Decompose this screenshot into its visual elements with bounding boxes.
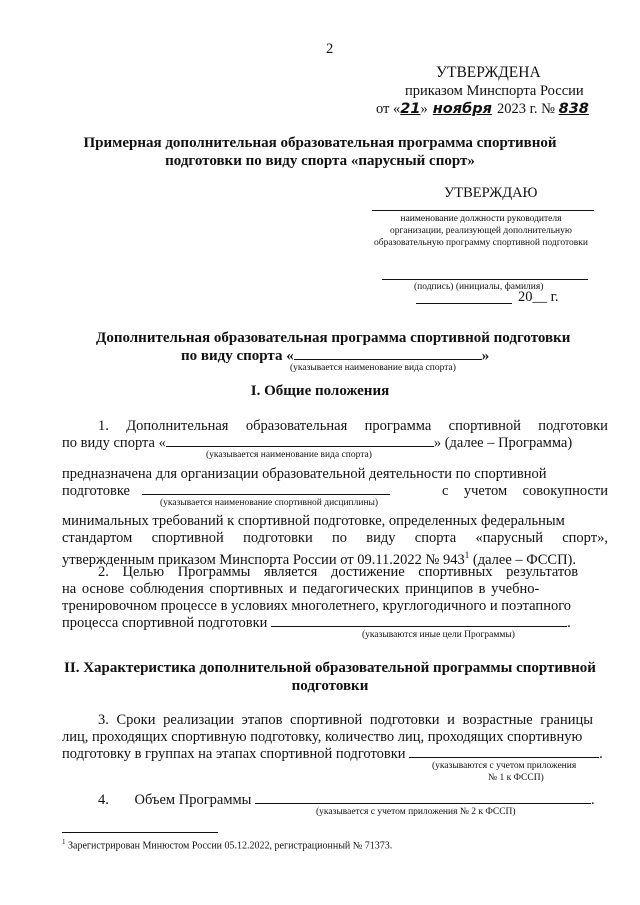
p1-discipline-blank — [142, 494, 390, 495]
p3-limits-blank — [409, 757, 599, 758]
p2-line-4: процесса спортивной подготовки . — [62, 615, 571, 631]
approve-sign-hint: (подпись) (инициалы, фамилия) — [414, 282, 544, 292]
program-title-line-1: Дополнительная образовательная программа спортивной подготовки — [96, 330, 571, 346]
p1-line-7: утвержденным приказом Минспорта России от 09.11.2022 № $943^1$ (далее – ФССП). — [62, 550, 576, 568]
page-number: 2 — [326, 41, 334, 57]
p1-line-2: по виду спорта « » (далее – Программа) — [62, 435, 573, 451]
p1-sport-blank — [166, 446, 434, 447]
p4-volume-blank — [255, 803, 591, 804]
approve-hint-2: организации, реализующей дополнительную — [390, 226, 572, 236]
p4-hint: (указывается с учетом приложения № 2 к ФССП) — [316, 807, 516, 817]
approve-position-line — [372, 210, 594, 211]
p2-line-3: тренировочном процессе в условиях многолетнего, круглогодичного и поэтапного — [62, 598, 572, 614]
footnote-ref: 1 — [464, 550, 470, 560]
p2-goals-hint: (указываются иные цели Программы) — [362, 630, 515, 640]
p1-discipline-hint: (указывается наименование спортивной дисциплины) — [160, 498, 379, 508]
p1-line-5: минимальных требований к спортивной подготовке, определенных федеральным — [62, 513, 565, 529]
p2-line-1: 2. Целью Программы является достижение спортивных результатов — [98, 564, 579, 580]
p3-line-3: подготовку в группах на этапах спортивной подготовки . — [62, 746, 603, 762]
p4-line: 4. Объем Программы . — [98, 792, 595, 808]
p2-goals-blank — [271, 626, 567, 627]
approval-number: 838 — [558, 101, 589, 117]
p3-line-2: лиц, проходящих спортивную подготовку, количество лиц, проходящих спортивную — [62, 729, 583, 745]
section-2-heading-line-2: подготовки — [291, 678, 369, 694]
approve-date-line — [416, 303, 512, 304]
approve-hint-1: наименование должности руководителя — [400, 214, 562, 224]
p1-line-3: предназначена для организации образовательной деятельности по спортивной — [62, 466, 547, 482]
doc-title-line-2: подготовки по виду спорта «парусный спорт» — [165, 153, 475, 169]
p1-sport-hint: (указывается наименование вида спорта) — [206, 450, 372, 460]
program-sport-blank — [294, 359, 482, 360]
doc-title-line-1: Примерная дополнительная образовательная программа спортивной — [83, 135, 557, 151]
program-title-line-2: по виду спорта « » — [181, 348, 490, 364]
section-1-heading: I. Общие положения — [250, 383, 390, 399]
p1-line-4: подготовке с учетом совокупности — [62, 483, 608, 499]
approve-hint-3: образовательную программу спортивной подготовки — [373, 238, 588, 248]
program-sport-hint: (указывается наименование вида спорта) — [290, 363, 456, 373]
approval-by: приказом Минспорта России — [405, 83, 584, 99]
approval-day: 21 — [400, 101, 421, 117]
approval-month: ноября — [432, 101, 492, 117]
footnote: $^1$ Зарегистрирован Минюстом России 05.12.2022, регистрационный № 71373. — [62, 838, 393, 852]
section-2-heading-line-1: II. Характеристика дополнительной образовательной программы спортивной — [64, 660, 596, 676]
p3-hint-2: № 1 к ФССП) — [488, 773, 544, 783]
p3-line-1: 3. Сроки реализации этапов спортивной подготовки и возрастные границы — [98, 712, 593, 728]
approve-label: УТВЕРЖДАЮ — [444, 185, 538, 201]
approval-title: УТВЕРЖДЕНА — [436, 64, 541, 81]
approve-sign-line — [382, 279, 588, 280]
p2-line-2: на основе соблюдения спортивных и педагогических принципов в учебно- — [62, 581, 540, 597]
p1-line-1: 1. Дополнительная образовательная программа спортивной подготовки — [98, 418, 608, 434]
approve-year: 20__ г. — [518, 289, 559, 305]
footnote-rule — [62, 832, 218, 833]
p1-line-6: стандартом спортивной подготовки по виду спорта «парусный спорт», — [62, 530, 608, 546]
p3-hint-1: (указываются с учетом приложения — [432, 761, 577, 771]
approval-date: от «21» ноября 2023 г. № 838 — [376, 101, 589, 117]
